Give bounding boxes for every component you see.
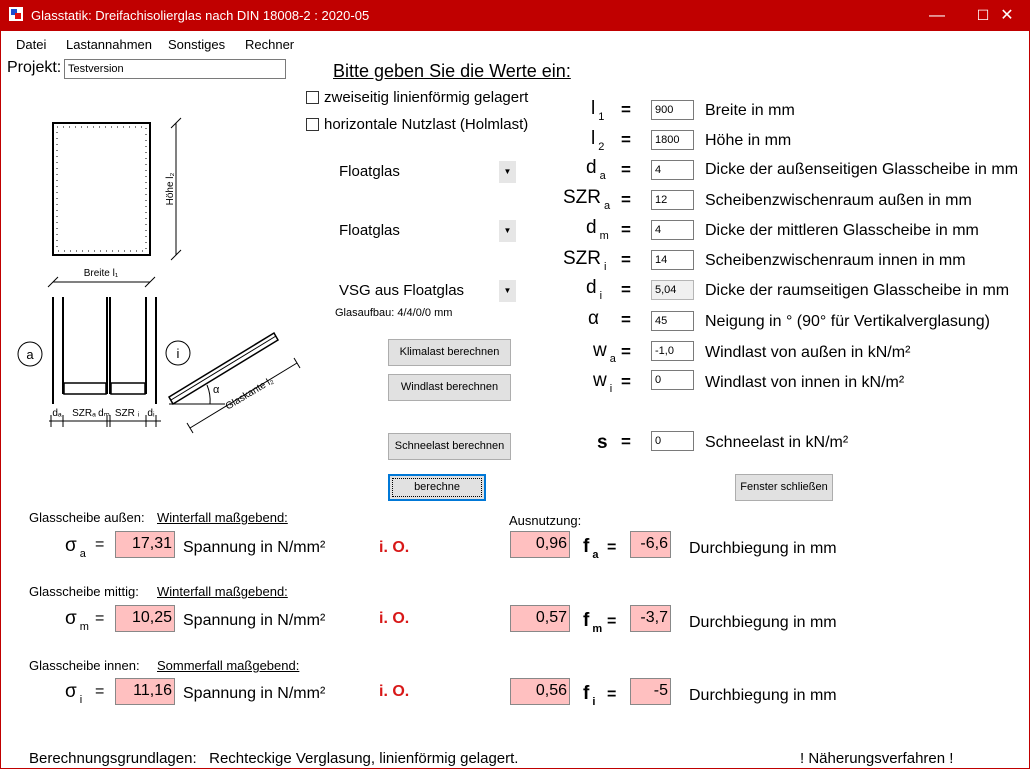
sigma-symbol: σ $_a$ — [65, 535, 86, 560]
marker-i — [166, 341, 190, 365]
input-wi[interactable]: 0 — [651, 370, 694, 390]
param-desc-szri: Scheibenzwischenraum innen in mm — [705, 252, 966, 269]
berechne-button[interactable]: berechne — [388, 474, 486, 501]
glass-diagram — [11, 111, 311, 451]
svg-text:i: i — [176, 346, 180, 361]
param-symbol-di: d $_i$ — [586, 277, 603, 302]
param-symbol-szri: SZR $_i$ — [563, 248, 607, 273]
stress-label: Spannung in N/mm² — [183, 685, 326, 702]
param-desc-wi: Windlast von innen in kN/m² — [705, 374, 905, 391]
width-label: Breite l₁ — [83, 268, 119, 279]
param-desc-s: Schneelast in kN/m² — [705, 434, 849, 451]
stress-value: 11,16 — [115, 678, 175, 705]
input-s[interactable]: 0 — [651, 431, 694, 451]
param-desc-l1: Breite in mm — [705, 102, 795, 119]
menu-sonstiges[interactable]: Sonstiges — [168, 37, 226, 52]
project-input[interactable]: Testversion — [64, 59, 286, 79]
param-eq-di: = — [621, 280, 631, 299]
footer-note: ! Näherungsverfahren ! — [800, 750, 954, 767]
layer-da-label: dₐ — [52, 408, 62, 419]
chevron-down-icon[interactable]: ▼ — [499, 220, 516, 242]
glass-type-outer-select[interactable] — [339, 161, 516, 183]
param-eq-wi: = — [621, 372, 631, 391]
chevron-down-icon[interactable]: ▼ — [499, 161, 516, 183]
layer-szri-label: SZR ᵢ — [114, 408, 140, 419]
input-alpha[interactable]: 45 — [651, 311, 694, 331]
page-heading: Bitte geben Sie die Werte ein: — [333, 61, 571, 81]
status-badge: i. O. — [379, 610, 410, 627]
input-l2[interactable]: 1800 — [651, 130, 694, 150]
windlast-button[interactable]: Windlast berechnen — [388, 374, 511, 401]
param-eq-szra: = — [621, 190, 631, 209]
minimize-button[interactable]: — — [929, 7, 945, 24]
result-case: Winterfall maßgebend: — [157, 510, 288, 525]
deflection-value: -6,6 — [630, 531, 671, 558]
project-label: Projekt: — [7, 59, 62, 76]
deflection-value: -5 — [630, 678, 671, 705]
param-symbol-dm: d $_m$ — [586, 217, 609, 242]
result-case: Sommerfall maßgebend: — [157, 658, 300, 673]
status-badge: i. O. — [379, 539, 410, 556]
schneelast-button[interactable]: Schneelast berechnen — [388, 433, 511, 460]
menu-rechner[interactable]: Rechner — [245, 37, 295, 52]
status-badge: i. O. — [379, 683, 410, 700]
input-l1[interactable]: 900 — [651, 100, 694, 120]
result-title: Glasscheibe innen: — [29, 658, 140, 673]
param-desc-da: Dicke der außenseitigen Glasscheibe in mm — [705, 161, 1019, 178]
param-desc-szra: Scheibenzwischenraum außen in mm — [705, 192, 972, 209]
param-symbol-szra: SZR $_a$ — [563, 187, 611, 212]
deflection-eq: = — [607, 686, 617, 703]
param-symbol-l1: l $_1$ — [591, 98, 605, 123]
input-wa[interactable]: -1,0 — [651, 341, 694, 361]
layer-dm-label: dₘ — [98, 408, 110, 419]
param-eq-l1: = — [621, 100, 631, 119]
client-area — [1, 31, 1029, 768]
param-eq-s: = — [621, 432, 631, 451]
param-symbol-alpha: α — [588, 308, 599, 329]
close-button[interactable]: ✕ — [1000, 7, 1014, 24]
svg-text:a: a — [26, 347, 34, 362]
deflection-symbol: f $_a$ — [583, 536, 599, 561]
param-eq-dm: = — [621, 220, 631, 239]
menu-lastannahmen[interactable]: Lastannahmen — [66, 37, 153, 52]
height-dimension — [165, 118, 181, 260]
checkbox-zweiseitig[interactable] — [306, 91, 319, 104]
layer-szra-label: SZRₐ — [72, 408, 96, 419]
sigma-eq: = — [95, 536, 105, 553]
result-title: Glasscheibe außen: — [29, 510, 145, 525]
pane-elevation — [53, 123, 150, 255]
title-bar — [0, 0, 1030, 31]
sigma-eq: = — [95, 683, 105, 700]
param-desc-di: Dicke der raumseitigen Glasscheibe in mm — [705, 282, 1010, 299]
param-desc-alpha: Neigung in ° (90° für Vertikalverglasung) — [705, 313, 990, 330]
ausnutzung-value: 0,57 — [510, 605, 570, 632]
sigma-symbol: σ $_m$ — [65, 608, 89, 633]
param-eq-da: = — [621, 160, 631, 179]
ausnutzung-value: 0,96 — [510, 531, 570, 558]
checkbox-zweiseitig-label: zweiseitig linienförmig gelagert — [324, 89, 529, 106]
window-title: Glasstatik: Dreifachisolierglas nach DIN 18008-2 : 2020-05 — [31, 8, 370, 23]
section-view — [49, 297, 161, 427]
glaskante-label: Glaskante l₂ — [223, 375, 276, 413]
input-szra[interactable]: 12 — [651, 190, 694, 210]
layer-di-label: dᵢ — [147, 408, 155, 419]
marker-a — [18, 342, 42, 366]
param-desc-l2: Höhe in mm — [705, 132, 792, 149]
param-desc-wa: Windlast von außen in kN/m² — [705, 344, 911, 361]
glass-type-inner-select[interactable] — [339, 280, 516, 302]
chevron-down-icon[interactable]: ▼ — [499, 280, 516, 302]
width-dimension — [48, 268, 155, 287]
stress-value: 17,31 — [115, 531, 175, 558]
glass-type-middle-select[interactable] — [339, 220, 516, 242]
deflection-symbol: f $_m$ — [583, 610, 603, 635]
stress-value: 10,25 — [115, 605, 175, 632]
app-icon[interactable] — [9, 7, 23, 21]
result-case: Winterfall maßgebend: — [157, 584, 288, 599]
param-symbol-wa: w $_a$ — [593, 340, 616, 365]
sigma-eq: = — [95, 610, 105, 627]
menu-bar — [1, 31, 1029, 56]
glass-type-inner-value: VSG aus Floatglas — [339, 282, 465, 299]
klimalast-button[interactable]: Klimalast berechnen — [388, 339, 511, 366]
result-title: Glasscheibe mittig: — [29, 584, 139, 599]
param-eq-l2: = — [621, 130, 631, 149]
param-eq-szri: = — [621, 250, 631, 269]
param-desc-dm: Dicke der mittleren Glasscheibe in mm — [705, 222, 979, 239]
ausnutzung-value: 0,56 — [510, 678, 570, 705]
ausnutzung-label: Ausnutzung: — [509, 513, 582, 528]
stress-label: Spannung in N/mm² — [183, 539, 326, 556]
glass-type-middle-value: Floatglas — [339, 222, 400, 239]
deflection-eq: = — [607, 613, 617, 630]
input-da[interactable]: 4 — [651, 160, 694, 180]
deflection-label: Durchbiegung in mm — [689, 614, 837, 631]
param-eq-alpha: = — [621, 310, 631, 329]
deflection-label: Durchbiegung in mm — [689, 540, 837, 557]
deflection-symbol: f $_i$ — [583, 683, 596, 708]
deflection-eq: = — [607, 539, 617, 556]
stress-label: Spannung in N/mm² — [183, 612, 326, 629]
input-szri[interactable]: 14 — [651, 250, 694, 270]
height-label: Höhe l₂ — [165, 172, 176, 206]
input-dm[interactable]: 4 — [651, 220, 694, 240]
param-symbol-wi: w $_i$ — [593, 370, 613, 395]
param-eq-wa: = — [621, 342, 631, 361]
input-di: 5,04 — [651, 280, 694, 300]
maximize-button[interactable]: ☐ — [976, 7, 990, 23]
deflection-label: Durchbiegung in mm — [689, 687, 837, 704]
sigma-symbol: σ $_i$ — [65, 681, 83, 706]
glasaufbau-label: Glasaufbau: 4/4/0/0 mm — [335, 307, 453, 319]
param-symbol-l2: l $_2$ — [591, 128, 605, 153]
deflection-value: -3,7 — [630, 605, 671, 632]
glass-type-outer-value: Floatglas — [339, 163, 400, 180]
checkbox-holmlast-label: horizontale Nutzlast (Holmlast) — [324, 116, 529, 133]
fenster-schliessen-button[interactable]: Fenster schließen — [735, 474, 833, 501]
menu-datei[interactable]: Datei — [16, 37, 47, 52]
alpha-label: α — [213, 384, 220, 396]
param-symbol-da: d $_a$ — [586, 157, 606, 182]
footer-basis: Berechnungsgrundlagen: Rechteckige Verglasung, linienförmig gelagert. — [29, 750, 519, 767]
param-symbol-s: s — [597, 432, 608, 453]
